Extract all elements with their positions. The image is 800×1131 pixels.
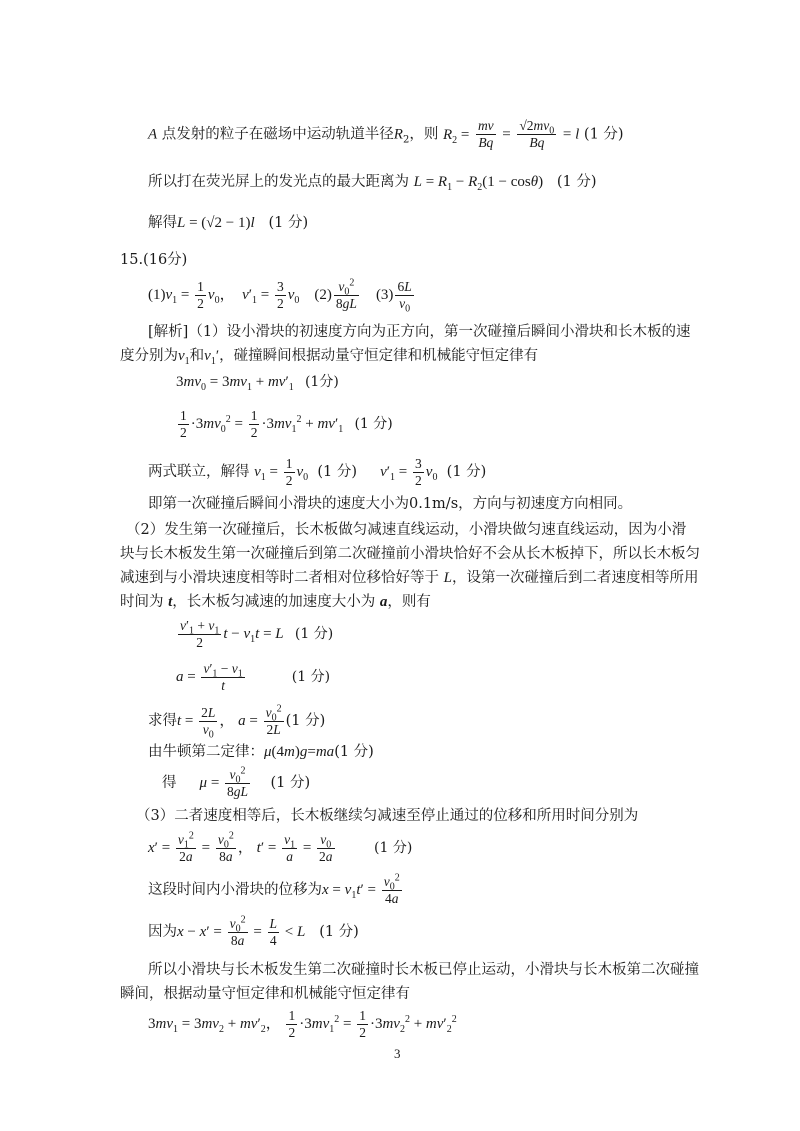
page-number: 3 xyxy=(394,1046,401,1061)
speed-line: 即第一次碰撞后瞬间小滑块的速度大小为0.1m/s，方向与初速度方向相同。 xyxy=(148,496,633,512)
problem-heading: 15.(16分) xyxy=(120,252,188,268)
part4-line-2: 瞬间，根据动量守恒定律和机械能守恒定律有 xyxy=(120,986,410,1002)
line-radius-r2: A 点发射的粒子在磁场中运动轨道半径$R_2$，则 $R_2$ = $\frac{mv}{Bq}$ = $\frac{√2mv_0}{Bq}$ = l (1 分) xyxy=(148,118,624,150)
part2-line-3: 减速到与小滑块速度相等时二者相对位移恰好等于 L，设第一次碰撞后到二者速度相等所用 xyxy=(120,570,699,586)
momentum-eq: $3mv_0 = 3mv_1 + mv'_1$ (1分) xyxy=(176,374,339,393)
x-prime-eq: x′ = $\frac{v_1^2}{2a}$ = $\frac{v_0^2}{8a}$ ， t′ = $\frac{v_1}{a}$ = $\frac{v_0}{2a}$ (1 分) xyxy=(148,830,413,864)
part2-line-4: 时间为 t，长木板匀减速的加速度大小为 a，则有 xyxy=(120,594,431,610)
compare-eq: 因为x − x′ = $\frac{v_0^2}{8a}$ = $\frac{L}{4}$ < L (1 分) xyxy=(148,914,359,948)
mu-result: 得 μ = $\frac{v_0^2}{8gL}$ (1 分) xyxy=(162,765,311,799)
newton-line: 由牛顿第二定律：μ(4m)g=ma(1 分) xyxy=(148,744,374,760)
part3-line-1: （3）二者速度相等后，长木板继续匀减速至停止通过的位移和所用时间分别为 xyxy=(136,808,639,824)
part2-line-2: 块与长木板发生第一次碰撞后到第二次碰撞前小滑块恰好不会从长木板掉下，所以长木板匀 xyxy=(120,546,700,562)
second-collision-eq: $3mv_1 = 3mv_2 + mv'_2$， $\frac{1}{2}$ $\cdot 3mv_1^2$ = $\frac{1}{2}$ $\cdot 3mv_2^2 + mv'_2^2$ xyxy=(148,1008,457,1040)
score: (1 分) xyxy=(583,126,624,143)
analysis-line-2: 度分别为$v_1$和$v_1'$，碰撞瞬间根据动量守恒定律和机械能守恒定律有 xyxy=(120,348,539,367)
line-solve-L: 解得L = (√2 − 1)l (1 分) xyxy=(148,215,309,231)
line-max-distance: 所以打在荧光屏上的发光点的最大距离为 $L = R_1 - R_2(1 - \cos\theta)$ (1 分) xyxy=(148,174,597,193)
solve-v1-line: 两式联立，解得 $v_1$ = $\frac{1}{2}$ $v_0$ (1 分) $v'_1$ = $\frac{3}{2}$ $v_0$ (1 分) xyxy=(148,456,487,488)
result-t-a: 求得t = $\frac{2L}{v_0}$ ， a = $\frac{v_0^2}{2L}$ (1 分) xyxy=(148,703,326,741)
analysis-line-1: [解析]（1）设小滑块的初速度方向为正方向，第一次碰撞后瞬间小滑块和长木板的速 xyxy=(148,324,691,340)
part2-line-1: （2）发生第一次碰撞后，长木板做匀减速直线运动，小滑块做匀速直线运动，因为小滑 xyxy=(126,522,687,538)
answers-line: $(1)v_1$ = $\frac{1}{2}$ $v_0$， $v'_1$ = $\frac{3}{2}$ $v_0$ (2) $\frac{v_0^2}{8gL}$ (3) $\frac{6L}{v_0}$ xyxy=(148,277,412,315)
part4-line-1: 所以小滑块与长木板发生第二次碰撞时长木板已停止运动，小滑块与长木板第二次碰撞 xyxy=(148,962,699,978)
x-eq: 这段时间内小滑块的位移为$x = v_1t'$ = $\frac{v_0^2}{4a}$ xyxy=(148,872,400,906)
energy-eq: $\frac{1}{2}$ $\cdot 3mv_0^2$ = $\frac{1}{2}$ $\cdot 3mv_1^2 + mv'_1$ (1 分) xyxy=(180,408,393,440)
acceleration-eq: a = $\frac{v'_1 - v_1}{t}$ (1 分) xyxy=(176,661,331,693)
displacement-eq: $\frac{v'_1 + v_1}{2}$ $t - v_1t = L$ (1 分) xyxy=(180,618,334,650)
